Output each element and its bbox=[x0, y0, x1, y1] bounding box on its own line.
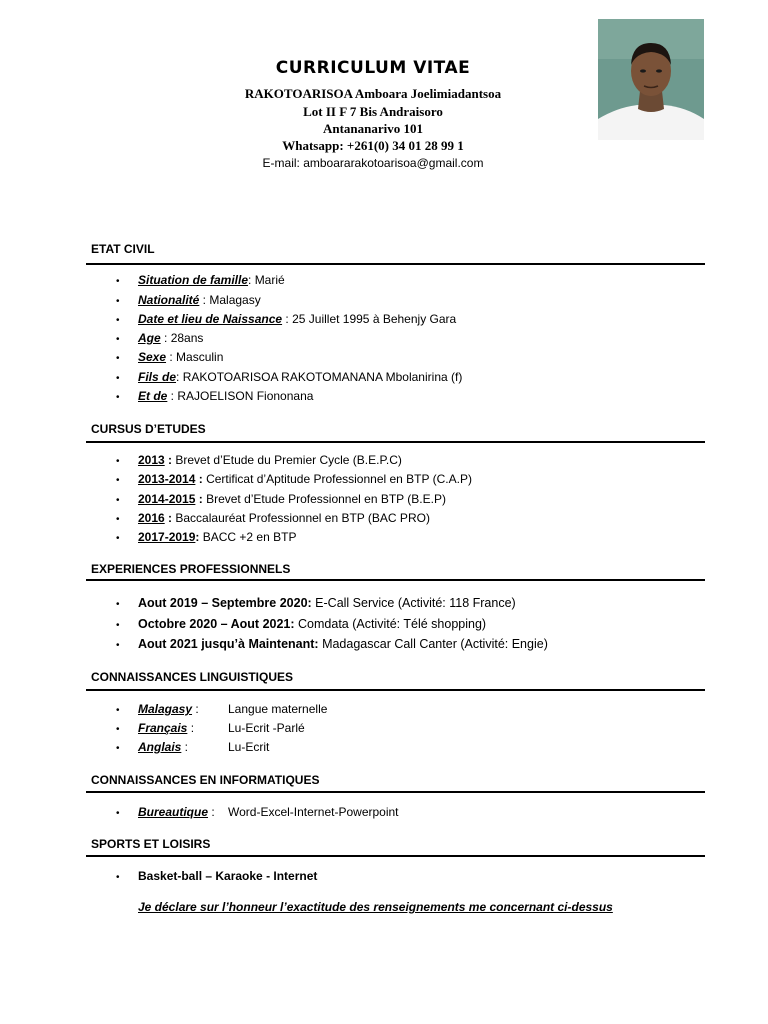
list-item: • Fils de: RAKOTOARISOA RAKOTOMANANA Mbolanirina (f) bbox=[116, 370, 463, 384]
bullet-icon: • bbox=[116, 640, 120, 651]
cv-title: CURRICULUM VITAE bbox=[275, 58, 471, 78]
address-line-1: Lot II F 7 Bis Andraisoro bbox=[303, 104, 443, 119]
bullet-icon: • bbox=[116, 456, 120, 467]
list-item: • Age : 28ans bbox=[116, 331, 204, 345]
list-item: • Bureautique : Word-Excel-Internet-Powerpoint bbox=[116, 805, 399, 819]
section-title-informatique: CONNAISSANCES EN INFORMATIQUES bbox=[91, 773, 320, 787]
section-title-sports: SPORTS ET LOISIRS bbox=[91, 837, 211, 851]
section-divider bbox=[86, 855, 705, 857]
bullet-icon: • bbox=[116, 353, 120, 364]
bullet-icon: • bbox=[116, 475, 120, 486]
section-divider bbox=[86, 689, 705, 691]
list-item: • 2013-2014 : Certificat d’Aptitude Professionnel en BTP (C.A.P) bbox=[116, 472, 472, 486]
list-item: • Malagasy : Langue maternelle bbox=[116, 702, 328, 716]
bullet-icon: • bbox=[116, 743, 120, 754]
candidate-name: RAKOTOARISOA Amboara Joelimiadantsoa bbox=[244, 86, 502, 101]
list-item: • Aout 2021 jusqu’à Maintenant: Madagascar Call Canter (Activité: Engie) bbox=[116, 637, 548, 651]
list-item: • Nationalité : Malagasy bbox=[116, 293, 261, 307]
list-item: • 2017-2019: BACC +2 en BTP bbox=[116, 530, 297, 544]
bullet-icon: • bbox=[116, 373, 120, 384]
section-title-experiences: EXPERIENCES PROFESSIONNELS bbox=[91, 562, 291, 576]
list-item: • Octobre 2020 – Aout 2021: Comdata (Activité: Télé shopping) bbox=[116, 617, 487, 631]
section-title-langues: CONNAISSANCES LINGUISTIQUES bbox=[91, 670, 294, 684]
section-divider bbox=[86, 579, 705, 581]
list-item: • Sexe : Masculin bbox=[116, 350, 224, 364]
list-item: • Anglais : Lu-Ecrit bbox=[116, 740, 270, 754]
bullet-icon: • bbox=[116, 705, 120, 716]
list-item: • Et de : RAJOELISON Fiononana bbox=[116, 389, 314, 403]
bullet-icon: • bbox=[116, 514, 120, 525]
section-title-etat-civil: ETAT CIVIL bbox=[91, 242, 155, 256]
list-item: • 2013 : Brevet d’Etude du Premier Cycle (B.E.P.C) bbox=[116, 453, 402, 467]
bullet-icon: • bbox=[116, 599, 120, 610]
section-divider bbox=[86, 263, 705, 265]
bullet-icon: • bbox=[116, 315, 120, 326]
whatsapp-number: Whatsapp: +261(0) 34 01 28 99 1 bbox=[282, 138, 464, 153]
section-divider bbox=[86, 441, 705, 443]
bullet-icon: • bbox=[116, 533, 120, 544]
bullet-icon: • bbox=[116, 808, 120, 819]
list-item: • Situation de famille: Marié bbox=[116, 273, 285, 287]
declaration-statement: Je déclare sur l’honneur l’exactitude des renseignements me concernant ci-dessus bbox=[138, 900, 613, 914]
list-item: • Aout 2019 – Septembre 2020: E-Call Service (Activité: 118 France) bbox=[116, 596, 516, 610]
bullet-icon: • bbox=[116, 495, 120, 506]
profile-photo bbox=[598, 19, 704, 140]
bullet-icon: • bbox=[116, 296, 120, 307]
list-item: • Basket-ball – Karaoke - Internet bbox=[116, 869, 318, 883]
list-item: • 2014-2015 : Brevet d’Etude Professionnel en BTP (B.E.P) bbox=[116, 492, 446, 506]
list-item: • 2016 : Baccalauréat Professionnel en BTP (BAC PRO) bbox=[116, 511, 430, 525]
bullet-icon: • bbox=[116, 724, 120, 735]
email-address: E-mail: amboararakotoarisoa@gmail.com bbox=[262, 156, 484, 170]
bullet-icon: • bbox=[116, 276, 120, 287]
bullet-icon: • bbox=[116, 872, 120, 883]
address-line-2: Antananarivo 101 bbox=[322, 121, 424, 136]
bullet-icon: • bbox=[116, 620, 120, 631]
list-item: • Date et lieu de Naissance : 25 Juillet 1995 à Behenjy Gara bbox=[116, 312, 457, 326]
section-title-cursus: CURSUS D’ETUDES bbox=[91, 422, 206, 436]
bullet-icon: • bbox=[116, 334, 120, 345]
list-item: • Français : Lu-Ecrit -Parlé bbox=[116, 721, 305, 735]
bullet-icon: • bbox=[116, 392, 120, 403]
section-divider bbox=[86, 791, 705, 793]
